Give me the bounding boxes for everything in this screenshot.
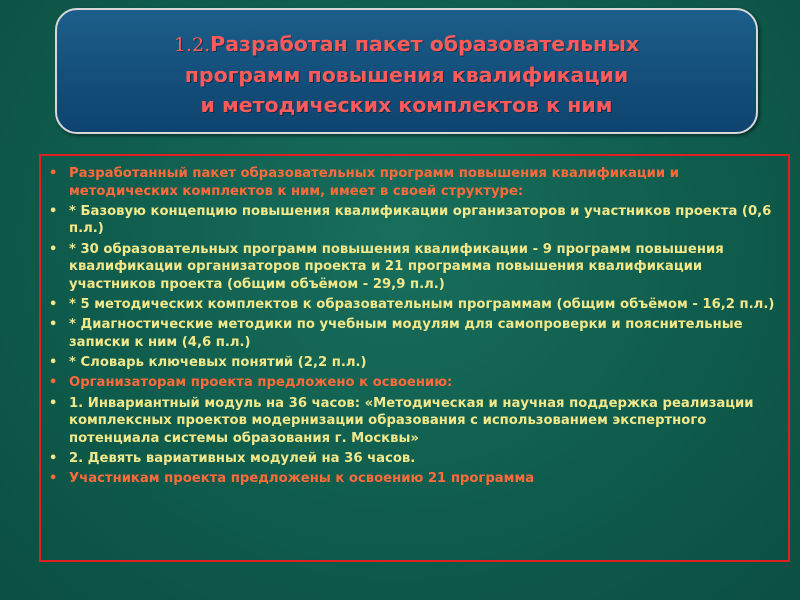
title-line-2: программ повышения квалификации — [184, 62, 629, 87]
bullet-icon: • — [49, 375, 58, 391]
bullet-icon: • — [49, 241, 58, 257]
bullet-icon: • — [49, 395, 58, 411]
bullet-icon: • — [49, 317, 58, 333]
list-item — [49, 203, 776, 238]
list-item — [49, 450, 776, 468]
title-number: 1.2. — [173, 33, 211, 56]
bullet-icon: • — [49, 166, 58, 181]
bullet-list — [49, 165, 776, 488]
list-item-text: * Словарь ключевых понятий (2,2 п.л.) — [69, 354, 367, 370]
list-item-text: * 5 методических комплектов к образовательным программам (общим объёмом - 16,2 п.л.) — [69, 296, 775, 312]
bullet-icon: • — [49, 471, 58, 487]
list-item-text: Разработанный пакет образовательных программ повышения квалификации и методических комплектов к ним, имеет в своей структуре: — [69, 166, 679, 199]
list-item — [49, 316, 776, 351]
title-line-1 — [174, 29, 639, 60]
list-item — [49, 165, 776, 200]
title-text-1: Разработан пакет образовательных — [210, 31, 640, 56]
list-item-text: Организаторам проекта предложено к освоению: — [69, 375, 453, 391]
list-item — [49, 374, 776, 392]
bullet-icon: • — [49, 203, 58, 219]
list-item-text: 1. Инвариантный модуль на 36 часов: «Методическая и научная поддержка реализации комплексных проектов модернизации образования с использованием экспертного потенциала системы образования г. Москвы» — [69, 395, 754, 446]
bullet-icon: • — [49, 354, 58, 370]
list-item — [49, 296, 776, 314]
list-item-text: 2. Девять вариативных модулей на 36 часов. — [69, 450, 416, 466]
list-item-text: Участникам проекта предложены к освоению 21 программа — [69, 471, 535, 487]
list-item — [49, 470, 776, 488]
list-item-text: * 30 образовательных программ повышения квалификации - 9 программ повышения квалификации организаторов проекта и 21 программа повышения квалификации участников проекта (общим объёмом - 29,9 п.л.) — [69, 241, 724, 292]
list-item-text: * Базовую концепцию повышения квалификации организаторов и участников проекта (0,6 п.л.) — [69, 203, 772, 237]
list-item — [49, 354, 776, 372]
bullet-icon: • — [49, 450, 58, 466]
list-item-text: * Диагностические методики по учебным модулям для самопроверки и пояснительные записки к ним (4,6 п.л.) — [69, 317, 743, 350]
list-item — [49, 241, 776, 294]
title-line-3: и методических комплектов к ним — [200, 92, 613, 117]
bullet-icon: • — [49, 296, 58, 312]
title-box — [55, 8, 758, 134]
list-item — [49, 395, 776, 448]
content-box — [39, 154, 790, 562]
